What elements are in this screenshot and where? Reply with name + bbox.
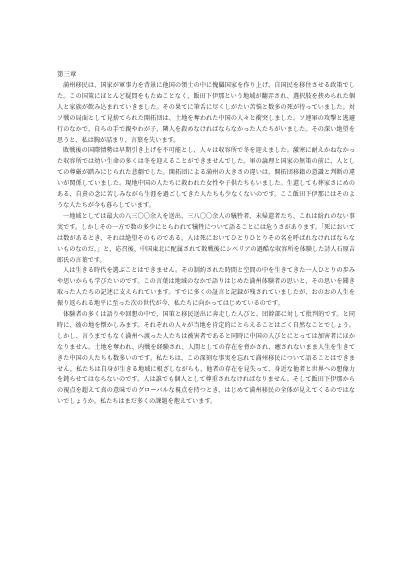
chapter-body [57, 81, 355, 408]
paragraph-2: 敗戦後の国際情勢は早期引き上げを不可能とし、人々は収容所で冬を迎えました。激寒に耐えかねなかった収容所では幼い生命の多くは冬を迎えることができませんでした。軍の論理と国家の無策の前に、人としての尊厳が踏みにじられた悲劇でした。開拓団による満州の大きさの違いは、開拓団移籍の意識と判断の違いが関係していました。現地中国の人たちに救われた女性や子供たちもいました。生還しても葬家さにめのある、自責の念に苦しみながら生涯を過ごしてきた人たちも少なくないのです。ここ飯田下伊那にはそのような人たちが今も暮らしています。 [57, 147, 355, 209]
paragraph-4: 人は生きる時代を選ぶことはできません。その制約された時間と空間の中を生きてきた一人ひとりの歩みや思いからも学びたいのです。この言葉は地域のなかで語りはじめた満州体験者の思いと、その思いを聞き取った人たちの記述に支えられています。すでに多くの証言と記録が残されていましたが、おのおの人生を振り返られる地平に至った次の世代が今、私たちに向かってはじめているのです。 [57, 267, 355, 308]
paragraph-3: 一地域としては最大の八三〇〇余人を送出、三八〇〇余人の犠牲者、未帰還者たち、これは紛れのない事実です。しかしその一方で数の多少にとらわれて犠牲について語ることには危うさがあります。「死においては数があるとき、それは絶望そのものである。人は死においてひとりひとりその名を呼ばれなければならないものなのだ。」と、応召後、中国東北に配属されて敗戦後にシベリアの過酷な収容所を体験した詩人石原吉郎氏の言葉です。 [57, 212, 355, 264]
chapter-heading: 第三章 [57, 70, 77, 78]
paragraph-5: 体験者の多くは語りや回想の中で、国策と移民送出に奔走した人びと、団幹部に対して批判的です。と同時に、彼の地を懐かしみます。それぞれの人々が当地を肯定的にとらえることはごく自然なことでしょう。しかし、言うまでもなく満州へ渡った人たちは被害者であると同時に中国の人びとにとっては加害者にほかなりません。土地を奪われ、内戦を経験され、人間としての存在を脅かされ、癒されないまま人生を生きてきた中国の人たちも数多いのです。私たちは、この深刻な事実を忘れて満州移民について語ることはできません。私たちは自身が生きる地域に根ざしながらも、他者の存在を見失って、身近な他者と世界への想像力を鈍らせてはならないのです。人は誰でも個人として尊重されなければなりません。そして飯田下伊那からの視点を超えて真の意味でのグローバルな視点を持つとき、はじめて満州移民の全体が見えてくるのではないでしょうか。私たちはまだ多くの課題を抱えています。 [57, 311, 355, 406]
paragraph-1: 満州移民は、国家が軍事力を背景に他国の領土の中に傀儡国家を作り上げ、自国民を移住させる政策でした。この国策にほとんど疑問をもたぬことなく、飯田下伊那という地域が翻弄され、選択肢を挟められた個人と家族が飲み込まれていきました。その果てに筆舌に尽くしがたい苦悩と数多の死が待っていました。対ソ戦の局面として見捨てられた開拓団は、土地を奪われた中国の人々と衝突しました。ソ連軍の攻撃と逃避行のなかで、自らの手で親やわが子、隣人を殺めなければならなかった人たちがいました。その深い絶望を思うと、私は胸が詰まり、言葉を失います。 [57, 82, 355, 144]
